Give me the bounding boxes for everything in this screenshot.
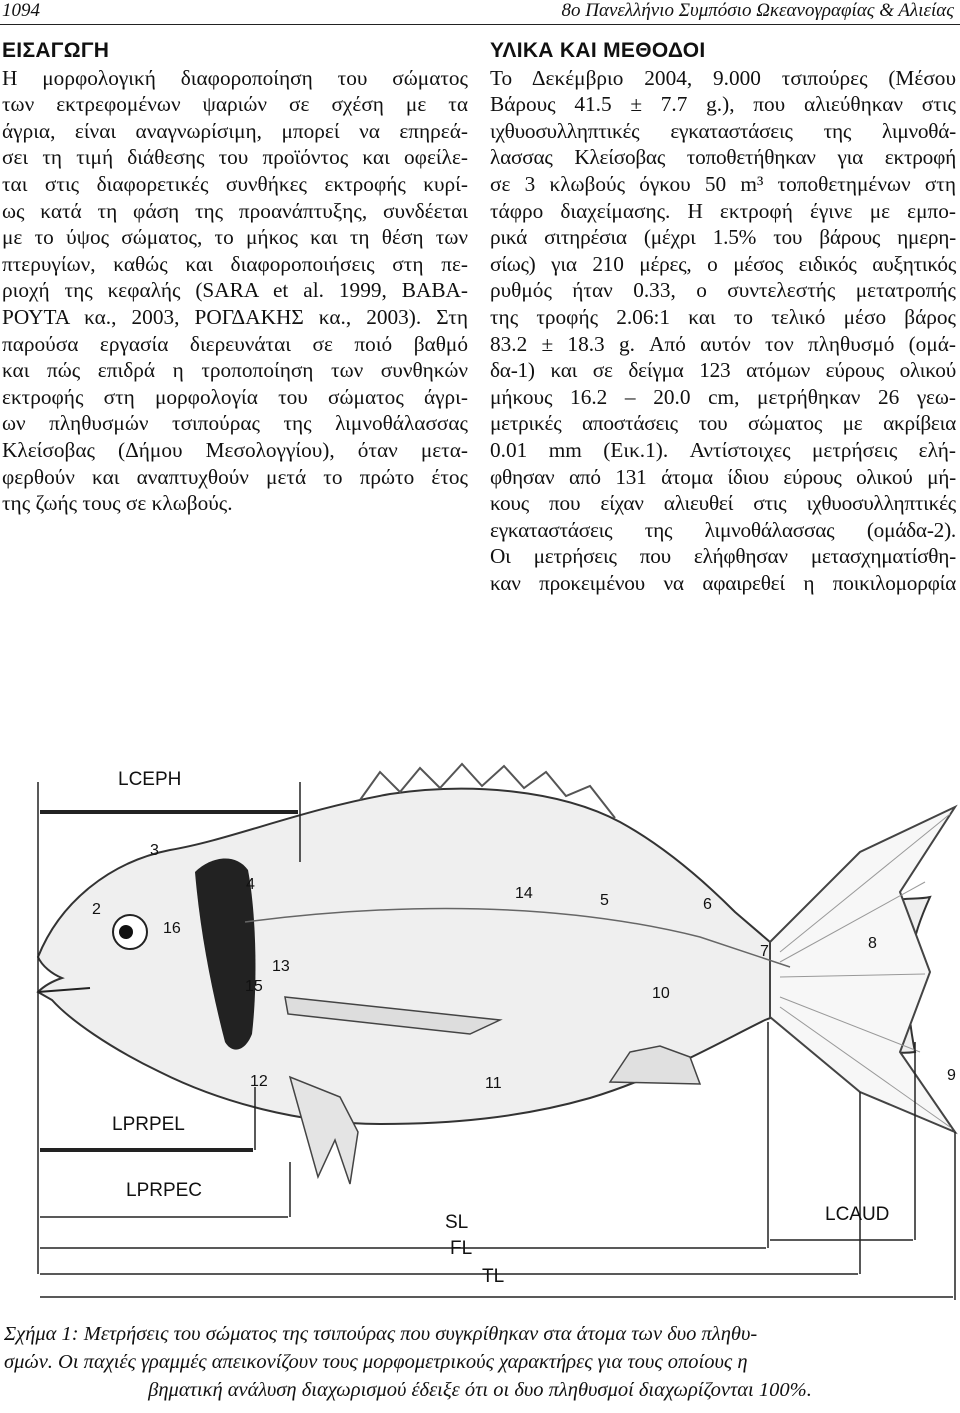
pupil-icon [119,925,133,939]
intro-line: πτερυγίων, καθώς και διαφοροποιήσεις στη πε- [2,251,468,276]
methods-line: ρυθμός ήταν 0.33, ο συντελεστής μετατροπής [490,278,956,303]
label-lprpec: LPRPEC [126,1180,203,1201]
methods-line: μήκους 16.2 – 20.0 cm, μετρήθηκαν 26 γεω- [490,384,956,409]
landmark-6: 6 [703,896,712,913]
intro-line: Η μορφολογική διαφοροποίηση του σώματος [2,65,468,90]
caption-line: βηματική ανάλυση διαχωρισμού έδειξε ότι οι δυο πληθυσμοί διαχωρίζονται 100%. [148,1379,812,1401]
label-fl: FL [450,1238,473,1259]
landmark-4: 4 [246,876,255,893]
running-head [0,0,960,25]
fish-morphometry-figure [0,752,960,1304]
intro-line: ται στις διαφορετικές συνθήκες εκτροφής κυρί- [2,171,468,196]
intro-line: ων πληθυσμών τσιπούρας της λιμνοθάλασσας [2,411,468,436]
label-lprpel: LPRPEL [112,1114,185,1135]
methods-line: σε 3 κλωβούς όγκου 50 m³ τοποθετημένων στη [490,171,956,196]
methods-line: ιχθυοσυλληπτικές εγκαταστάσεις της λιμνοθά- [490,118,956,143]
caption-line: σμών. Οι παχιές γραμμές απεικονίζουν τους μορφομετρικούς χαρακτήρες για τους οποίους η [4,1351,748,1373]
label-tl: TL [482,1266,505,1287]
methods-heading: ΥΛΙΚΑ ΚΑΙ ΜΕΘΟΔΟΙ [490,39,706,62]
methods-line: 0.01 mm (Εικ.1). Αντίστοιχες μετρήσεις ελή- [490,437,956,462]
landmark-10: 10 [652,985,670,1002]
landmark-11: 11 [485,1075,502,1092]
intro-line: ΡΟΥΤΑ κα., 2003, ΡΟΓΔΑΚΗΣ κα., 2003). Στη [2,304,468,329]
journal-title: 8ο Πανελλήνιο Συμπόσιο Ωκεανογραφίας & Αλιείας [561,0,954,21]
intro-line: και πώς επιδρά η τροποποίηση των συνθηκών [2,358,468,383]
methods-line: λασσας Κλείσοβας τοποθετήθηκαν για εκτροφή [490,145,956,170]
landmark-12: 12 [250,1073,268,1090]
methods-line: δα-1) και σε δείγμα 123 ατόμων εύρους ολικού [490,358,956,383]
landmark-14: 14 [515,885,533,902]
landmark-7: 7 [760,943,769,960]
intro-line: με το ύψος σώματος, το μήκος και τη θέση των [2,225,468,250]
intro-line: Κλείσοβας (Δήμου Μεσολογγίου), όταν μετα- [2,437,468,462]
introduction-column [2,38,468,517]
methods-line: μετρικές αποστάσεις του σώματος με ακρίβεια [490,411,956,436]
intro-line: ριοχή της κεφαλής (SARA et al. 1999, ΒΑΒΑ- [2,278,468,303]
label-lceph: LCEPH [118,769,182,790]
page-number: 1094 [2,0,40,21]
methods-column [490,38,956,596]
methods-line: ρικά σιτηρέσια (μέχρι 1.5% του βάρους ημερη- [490,225,956,250]
landmark-15: 15 [245,978,263,995]
methods-line: εγκαταστάσεις της λιμνοθάλασσας (ομάδα-2). [490,517,956,542]
landmark-8: 8 [868,935,877,952]
intro-line: παρούσα εργασία διερευνάται σε ποιό βαθμό [2,331,468,356]
methods-line: Οι μετρήσεις που ελήφθησαν μετασχηματίσθη- [490,544,956,569]
intro-line: εκτροφής στη μορφολογία του σώματος άγρι- [2,384,468,409]
caudal-fin [770,807,955,1132]
intro-line: φερθούν και αναπτυχθούν μετά το πρώτο έτος [2,464,468,489]
introduction-heading: ΕΙΣΑΓΩΓΗ [2,39,110,62]
methods-line: Βάρους 41.5 ± 7.7 g.), που αλιεύθηκαν στις [490,92,956,117]
methods-line: της τροφής 2.06:1 και το τελικό μέσο βάρος [490,304,956,329]
intro-line: άγρια, είναι αναγνωρίσιμη, μπορεί να επηρεά- [2,118,468,143]
methods-line: τάφρο διαχείμασης. Η εκτροφή έγινε με εμπο- [490,198,956,223]
landmark-9: 9 [947,1067,956,1084]
methods-line: σίως) για 210 μέρες, ο μέσος ειδικός αυξητικός [490,251,956,276]
intro-line: της ζωής τους σε κλωβούς. [2,491,233,516]
methods-line: κους που είχαν αλιευθεί στις ιχθυοσυλληπτικές [490,491,956,516]
landmark-5: 5 [600,892,609,909]
landmark-2: 2 [92,901,101,918]
landmark-16: 16 [163,920,181,937]
fish-diagram [0,752,960,1304]
landmark-3: 3 [150,842,159,859]
caption-line: Σχήμα 1: Μετρήσεις του σώματος της τσιπούρας που συγκρίθηκαν στα άτομα των δυο πληθυ- [4,1323,758,1345]
methods-line: φθησαν από 131 άτομα ίδιου εύρους ολικού μή- [490,464,956,489]
intro-line: σει τη τιμή διάθεσης του προϊόντος και οφείλε- [2,145,468,170]
label-sl: SL [445,1212,469,1233]
figure-caption [0,1320,960,1404]
intro-line: των εκτρεφομένων ψαριών σε σχέση με τα [2,92,468,117]
intro-line: ως κατά τη φάση της προανάπτυξης, συνδέεται [2,198,468,223]
methods-line: καν προκειμένου να αφαιρεθεί η ποικιλομορφία [490,570,956,595]
methods-line: 83.2 ± 18.3 g. Από αυτόν τον πληθυσμό (ομά- [490,331,956,356]
label-lcaud: LCAUD [825,1204,890,1225]
landmark-13: 13 [272,958,290,975]
methods-line: Το Δεκέμβριο 2004, 9.000 τσιπούρες (Μέσου [490,65,956,90]
